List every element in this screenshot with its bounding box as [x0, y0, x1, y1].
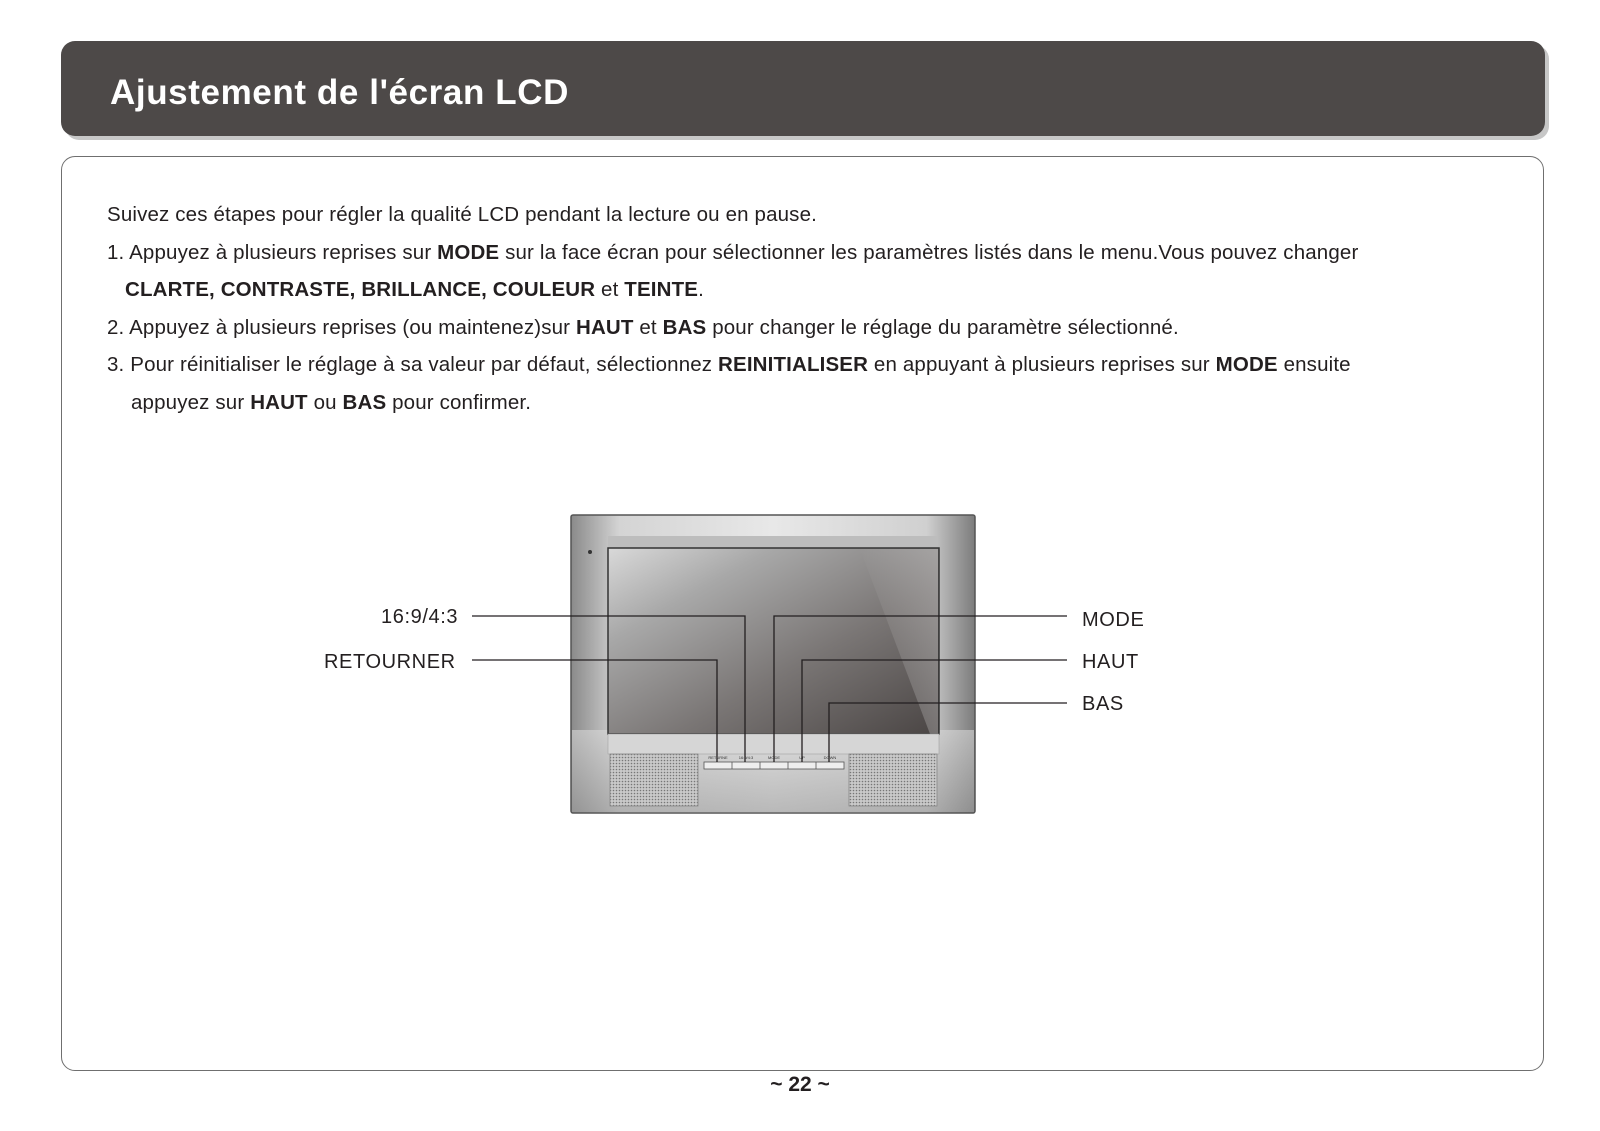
keyword: REINITIALISER	[718, 353, 869, 376]
step-text: ou	[307, 390, 343, 414]
step-text: en appuyant à plusieurs reprises sur	[868, 353, 1216, 376]
callout-label-down: BAS	[1082, 693, 1124, 715]
callout-label-return: RETOURNER	[324, 651, 456, 673]
page-title: Ajustement de l'écran LCD	[110, 73, 569, 112]
step-text: .	[698, 278, 704, 301]
keyword: HAUT	[250, 390, 308, 414]
intro-text: Suivez ces étapes pour régler la qualité LCD pendant la lecture ou en pause.	[107, 203, 817, 226]
power-led	[588, 550, 592, 554]
portable-dvd-player	[571, 515, 975, 813]
keyword: BAS	[342, 390, 387, 414]
keyword: CLARTE, CONTRASTE, BRILLANCE, COULEUR	[125, 278, 596, 301]
right-speaker-grill	[849, 754, 937, 806]
keyword: TEINTE	[624, 278, 699, 301]
left-speaker-grill	[610, 754, 698, 806]
button-label-aspect: 16:9/4:3	[738, 755, 754, 760]
screen-top-strip	[608, 536, 938, 548]
callout-label-mode: MODE	[1082, 609, 1145, 631]
step-text: appuyez sur	[131, 390, 251, 414]
control-buttons	[704, 762, 844, 769]
keyword: MODE	[437, 240, 500, 264]
step-text: et	[633, 315, 663, 339]
button-label-return: RETURNE	[708, 755, 728, 760]
step-text: 3. Pour réinitialiser le réglage à sa valeur par défaut, sélectionnez	[107, 353, 719, 376]
button-label-mode: MODE	[768, 755, 780, 760]
keyword: HAUT	[575, 315, 634, 339]
callout-label-aspect: 16:9/4:3	[381, 606, 459, 628]
keyword: MODE	[1215, 353, 1278, 376]
step-text: pour changer le réglage du paramètre sélectionné.	[706, 315, 1179, 339]
step-text: 1. Appuyez à plusieurs reprises sur	[107, 240, 438, 264]
button-label-up: UP	[799, 755, 805, 760]
step-text: ensuite	[1277, 353, 1351, 376]
step-text: 2. Appuyez à plusieurs reprises (ou maintenez)sur	[107, 315, 576, 339]
callout-label-up: HAUT	[1082, 651, 1139, 673]
step-text: et	[595, 278, 625, 301]
keyword: BAS	[662, 315, 707, 339]
page-number: ~ 22 ~	[770, 1073, 830, 1096]
step-text: pour confirmer.	[386, 390, 532, 414]
step-text: sur la face écran pour sélectionner les paramètres listés dans le menu.Vous pouvez changer	[499, 240, 1359, 264]
button-label-down: DOWN	[823, 755, 837, 760]
